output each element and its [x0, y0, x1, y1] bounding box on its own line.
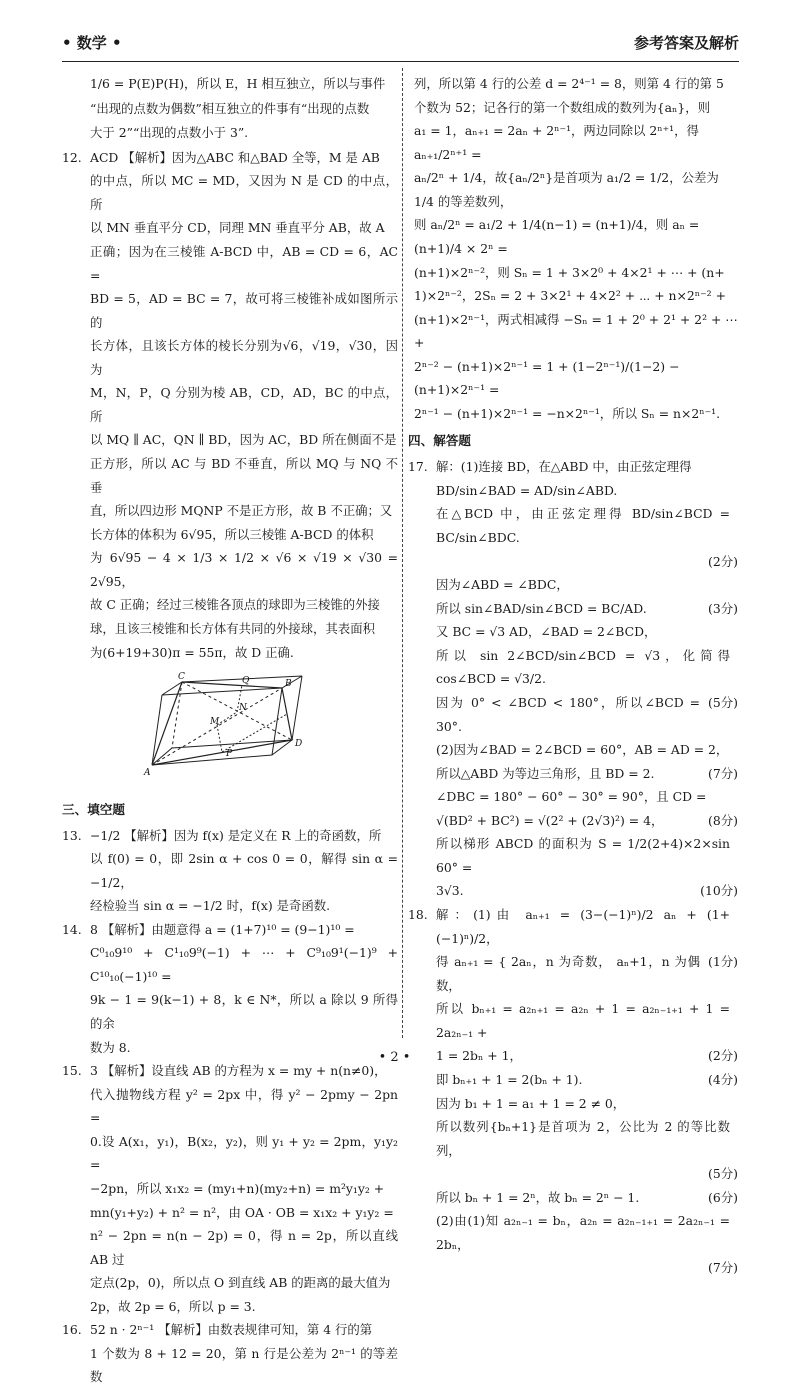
answer-body [436, 455, 738, 903]
line-text: 解：(1)由 aₙ₊₁ = (3−(−1)ⁿ)/2 aₙ + (1+(−1)ⁿ)/2， [436, 907, 730, 946]
text-line [436, 502, 738, 549]
vertex-label-M: M [210, 717, 220, 728]
answer-body [90, 918, 398, 1059]
line-text: (2)由(1)知 a₂ₙ₋₁ = bₙ，a₂ₙ = a₂ₙ₋₁₊₁ = 2a₂ₙ₋₁ = 2bₙ， [436, 1213, 730, 1252]
text-line: 大于 2”“出现的点数小于 3”. [90, 125, 249, 141]
text-line: 定点(2p，0)，所以点 O 到直线 AB 的距离的最大值为 [90, 1275, 391, 1291]
question-15 [62, 1059, 398, 1318]
text-line: M，N，P，Q 分别为棱 AB，CD，AD，BC 的中点，所 [90, 385, 398, 424]
text-line [436, 1092, 738, 1116]
text-line [436, 950, 738, 997]
text-line: 以 f(0) = 0，即 2sin α + cos 0 = 0，解得 sin α = −1/2， [90, 851, 398, 890]
text-line: 球，且该三棱锥和长方体有共同的外接球，其表面积 [90, 620, 375, 636]
text-line: (n+1)×2ⁿ⁻²，则 Sₙ = 1 + 3×2⁰ + 4×2¹ + ⋯ + (n+ [414, 264, 725, 280]
page-number: • 2 • [378, 1050, 411, 1065]
line-text: 即 bₙ₊₁ + 1 = 2(bₙ + 1). [436, 1071, 583, 1087]
text-line: 1)×2ⁿ⁻²，2Sₙ = 2 + 3×2¹ + 4×2² + ⋯ + n×2ⁿ⁻² + [414, 288, 726, 304]
text-line: 个数为 52；记各行的第一个数组成的数列为{aₙ}，则 [414, 99, 711, 115]
line-text: 所以 bₙ₊₁ = a₂ₙ₊₁ = a₂ₙ + 1 = a₂ₙ₋₁₊₁ + 1 = 2a₂ₙ₋₁ + [436, 1001, 730, 1040]
cuboid-figure [142, 670, 342, 780]
text-line: 正方形，所以 AC 与 BD 不垂直，所以 MQ 与 NQ 不垂 [90, 456, 398, 495]
text-line [436, 691, 738, 738]
text-line [436, 597, 738, 621]
section-fill-in: 三、填空题 [62, 801, 125, 817]
text-line: “出现的点数为偶数”相互独立的件事有“出现的点数 [90, 100, 370, 116]
right-column [408, 72, 738, 1280]
text-line [436, 1162, 738, 1186]
line-text: BD/sin∠BAD = AD/sin∠ABD. [436, 482, 618, 498]
text-line [436, 573, 738, 597]
text-line: 9k − 1 = 9(k−1) + 8，k ∈ N*，所以 a 除以 9 所得的余 [90, 992, 398, 1032]
line-text: 因为 0° < ∠BCD < 180°，所以∠BCD = 30°. [436, 694, 701, 734]
score-mark: (10分) [700, 883, 738, 899]
text-line [436, 832, 738, 879]
text-line: 为(6+19+30)π = 55π，故 D 正确. [90, 644, 294, 660]
text-line [436, 644, 738, 691]
line-text: 1 = 2bₙ + 1， [436, 1048, 522, 1064]
question-number: 15. [62, 1063, 82, 1079]
line-text: (2)因为∠BAD = 2∠BCD = 60°，AB = AD = 2， [436, 742, 729, 758]
text-line [436, 809, 738, 833]
page-header [62, 34, 739, 62]
left-column [62, 72, 398, 1389]
line-text: 所以梯形 ABCD 的面积为 S = 1/2(2+4)×2×sin 60° = [436, 836, 730, 875]
line-text: 得 aₙ₊₁ = { 2aₙ，n 为奇数， aₙ+1，n 为偶数， [436, 954, 701, 993]
line-text: 在△BCD 中，由正弦定理得 BD/sin∠BCD = BC/sin∠BDC. [436, 506, 730, 546]
text-line: 代入抛物线方程 y² = 2px 中，得 y² − 2pmy − 2pn = [90, 1086, 398, 1126]
text-line: 长方体的体积为 6√95，所以三棱锥 A-BCD 的体积 [90, 526, 374, 542]
line-text: 所以 bₙ + 1 = 2ⁿ，故 bₙ = 2ⁿ − 1. [436, 1189, 640, 1205]
text-line: 2ⁿ⁻² − (n+1)×2ⁿ⁻¹ = 1 + (1−2ⁿ⁻¹)/(1−2) − (n+1)×2ⁿ⁻¹ = [414, 358, 680, 398]
line-text: 又 BC = √3 AD，∠BAD = 2∠BCD， [436, 624, 657, 640]
answer-body [90, 146, 398, 664]
line-text: 所以 sin∠BAD/sin∠BCD = BC/AD. [436, 600, 647, 616]
text-line [436, 785, 738, 809]
text-line [436, 762, 738, 786]
score-mark: (5分) [708, 694, 738, 710]
text-line [436, 1256, 738, 1280]
text-line [436, 1209, 738, 1256]
answer-body [90, 824, 398, 918]
line-text: 所以△ABD 为等边三角形，且 BD = 2. [436, 765, 655, 781]
question-13 [62, 824, 398, 918]
text-line [436, 1186, 738, 1210]
text-line: 以 MN 垂直平分 CD，同理 MN 垂直平分 AB，故 A [90, 220, 385, 236]
line-text: 解：(1)连接 BD，在△ABD 中，由正弦定理得 [436, 459, 692, 475]
text-line: 经检验当 sin α = −1/2 时，f(x) 是奇函数. [90, 898, 331, 914]
text-line [436, 620, 738, 644]
header-title: 参考答案及解析 [633, 33, 739, 52]
text-line: 为 6√95 − 4 × 1/3 × 1/2 × √6 × √19 × √30 = 2√95， [90, 550, 398, 589]
vertex-label-P: P [226, 749, 233, 760]
line-text: √(BD² + BC²) = √(2² + (2√3)²) = 4， [436, 812, 664, 828]
line-text: 所以数列{bₙ+1}是首项为 2，公比为 2 的等比数列， [436, 1119, 730, 1158]
vertex-label-C: C [178, 672, 185, 683]
score-mark: (8分) [708, 812, 738, 828]
text-line: 列，所以第 4 行的公差 d = 2⁴⁻¹ = 8，则第 4 行的第 5 [414, 76, 724, 91]
question-12 [62, 146, 398, 664]
text-line: 则 aₙ/2ⁿ = a₁/2 + 1/4(n−1) = (n+1)/4，则 aₙ = (n+1)/4 × 2ⁿ = [414, 217, 700, 256]
text-line: C⁰₁₀9¹⁰ + C¹₁₀9⁹(−1) + ⋯ + C⁹₁₀9¹(−1)⁹ + C¹⁰₁₀(−1)¹⁰ = [90, 945, 398, 984]
question-number: 18. [408, 907, 428, 923]
text-line [436, 550, 738, 574]
text-line: mn(y₁+y₂) + n² = n²，由 OA · OB = x₁x₂ + y₁y₂ = [90, 1204, 394, 1220]
previous-answer [62, 72, 398, 145]
text-line [436, 738, 738, 762]
column-divider [402, 68, 403, 1038]
vertex-label-B: B [285, 679, 292, 690]
text-line [436, 455, 738, 479]
question-number: 12. [62, 149, 82, 165]
text-line: 3 【解析】设直线 AB 的方程为 x = my + n(n≠0)， [90, 1063, 387, 1079]
text-line: 2ⁿ⁻¹ − (n+1)×2ⁿ⁻¹ = −n×2ⁿ⁻¹，所以 Sₙ = n×2ⁿ⁻¹. [414, 405, 721, 421]
text-line: 数为 8. [90, 1039, 131, 1055]
line-text: 因为 b₁ + 1 = a₁ + 1 = 2 ≠ 0， [436, 1095, 626, 1111]
text-line: 正确；因为在三棱锥 A-BCD 中，AB = CD = 6，AC = [90, 243, 398, 283]
text-line [436, 1115, 738, 1162]
text-line: 直，所以四边形 MQNP 不是正方形，故 B 不正确；又 [90, 503, 393, 519]
question-number: 16. [62, 1322, 82, 1338]
score-mark: (7分) [708, 1260, 738, 1276]
score-mark: (2分) [708, 553, 738, 569]
score-mark: (6分) [708, 1189, 738, 1205]
score-mark: (1分) [708, 954, 738, 970]
text-line [436, 903, 738, 950]
score-mark: (7分) [708, 765, 738, 781]
text-line: 52 n · 2ⁿ⁻¹ 【解析】由数表规律可知，第 4 行的第 [90, 1322, 373, 1338]
question-16-continued [408, 72, 738, 425]
text-line: BD = 5，AD = BC = 7，故可将三棱锥补成如图所示的 [90, 291, 398, 330]
question-number: 14. [62, 921, 82, 937]
score-mark: (3分) [708, 600, 738, 616]
text-line [436, 479, 738, 503]
question-16 [62, 1318, 398, 1389]
text-line: 的中点，所以 MC = MD，又因为 N 是 CD 的中点，所 [90, 173, 398, 212]
subject-label: • 数学 • [62, 33, 122, 52]
vertex-label-A: A [144, 768, 151, 779]
text-line: 8 【解析】由题意得 a = (1+7)¹⁰ = (9−1)¹⁰ = [90, 921, 355, 937]
text-line: 1/6 = P(E)P(H)，所以 E，H 相互独立，所以与事件 [90, 76, 386, 91]
text-line: a₁ = 1，aₙ₊₁ = 2aₙ + 2ⁿ⁻¹，两边同除以 2ⁿ⁺¹，得 aₙ₊₁/2ⁿ⁺¹ = [414, 123, 699, 162]
text-line: ACD 【解析】因为△ABC 和△BAD 全等，M 是 AB [90, 149, 380, 165]
vertex-label-N: N [239, 703, 247, 714]
answer-body [90, 1059, 398, 1318]
text-line [436, 1068, 738, 1092]
vertex-label-Q: Q [242, 676, 250, 687]
score-mark: (2分) [708, 1048, 738, 1064]
text-line: 故 C 正确；经过三棱锥各顶点的球即为三棱锥的外接 [90, 597, 380, 613]
line-text: ∠DBC = 180° − 60° − 30° = 90°，且 CD = [436, 789, 707, 805]
question-18 [408, 903, 738, 1280]
line-text: 3√3. [436, 883, 464, 899]
text-line: (n+1)×2ⁿ⁻¹，两式相减得 −Sₙ = 1 + 2⁰ + 2¹ + 2² + ⋯ + [414, 311, 738, 351]
text-line [436, 997, 738, 1044]
answer-body [90, 1318, 398, 1389]
answer-body [436, 903, 738, 1280]
question-number: 13. [62, 827, 82, 843]
question-14 [62, 918, 398, 1059]
question-number: 17. [408, 459, 428, 475]
vertex-label-D: D [295, 739, 303, 750]
text-line: aₙ/2ⁿ + 1/4，故{aₙ/2ⁿ}是首项为 a₁/2 = 1/2，公差为 1/4 的等差数列， [414, 170, 719, 209]
text-line: 0.设 A(x₁，y₁)，B(x₂，y₂)，则 y₁ + y₂ = 2pm，y₁y₂ = [90, 1133, 398, 1173]
text-line: 以 MQ ∥ AC，QN ∥ BD，因为 AC，BD 所在侧面不是 [90, 432, 397, 448]
score-mark: (4分) [708, 1071, 738, 1087]
question-17 [408, 455, 738, 903]
line-text: 因为∠ABD = ∠BDC， [436, 577, 569, 593]
line-text: 所以 sin 2∠BCD/sin∠BCD = √3，化简得 cos∠BCD = √3/2. [436, 647, 730, 687]
text-line: n² − 2pn = n(n − 2p) = 0，得 n = 2p，所以直线 AB 过 [90, 1228, 398, 1267]
text-line [436, 879, 738, 903]
text-line: 1 个数为 8 + 12 = 20，第 n 行是公差为 2ⁿ⁻¹ 的等差数 [90, 1345, 398, 1385]
text-line: 2p，故 2p = 6，所以 p = 3. [90, 1298, 256, 1314]
text-line: 长方体，且该长方体的棱长分别为√6，√19，√30，因为 [90, 338, 398, 377]
section-solutions: 四、解答题 [408, 433, 471, 449]
text-line: −1/2 【解析】因为 f(x) 是定义在 R 上的奇函数，所 [90, 827, 382, 843]
text-line: −2pn，所以 x₁x₂ = (my₁+n)(my₂+n) = m²y₁y₂ + [90, 1180, 385, 1196]
score-mark: (5分) [708, 1166, 738, 1182]
